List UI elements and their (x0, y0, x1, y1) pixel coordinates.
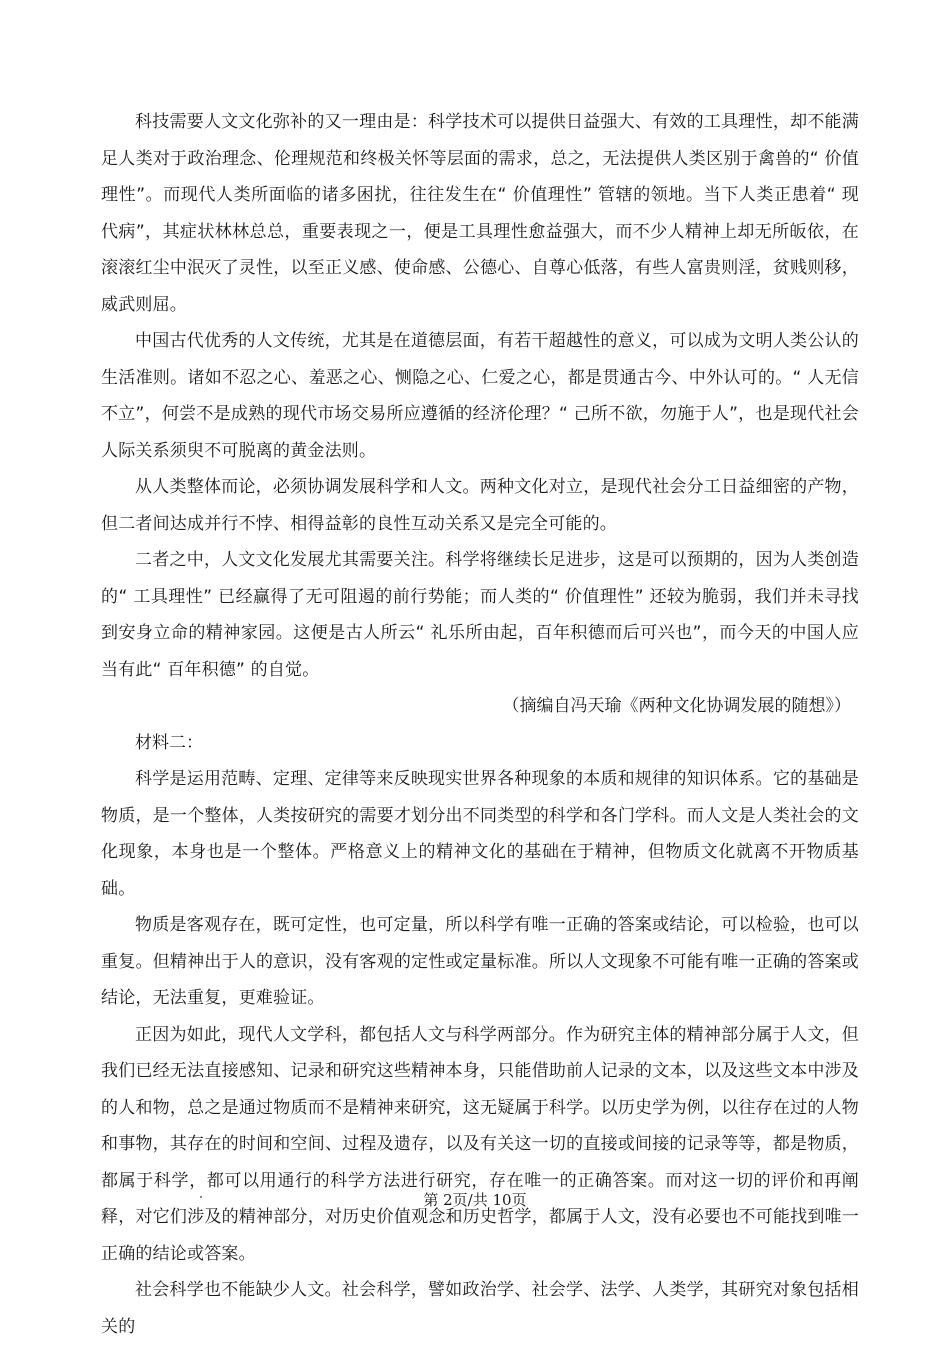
paragraph-7: 正因为如此，现代人文学科，都包括人文与科学两部分。作为研究主体的精神部分属于人文，但我们已经无法直接感知、记录和研究这些精神本身，只能借助前人记录的文本，以及这些文本中涉及的人和物，总之是通过物质而不是精神来研究，这无疑属于科学。以历史学为例，以往存在过的人物和事物，其存在的时间和空间、过程及遗存，以及有关这一切的直接或间接的记录等等，都是物质，都属于科学，都可以用通行的科学方法进行研究，存在唯一的正确答案。而对这一切的评价和再阐释，对它们涉及的精神部分，对历史价值观念和历史哲学，都属于人文，没有必要也不可能找到唯一正确的结论或答案。 (101, 1024, 859, 1264)
paragraph-8: 社会科学也不能缺少人文。社会科学，譬如政治学、社会学、法学、人类学，其研究对象包括相关的 (101, 1280, 859, 1337)
page-footer: 第 2页/共 10页 (423, 1191, 527, 1209)
paragraph-6: 物质是客观存在，既可定性，也可定量，所以科学有唯一正确的答案或结论，可以检验，也可以重复。但精神出于人的意识，没有客观的定性或定量标准。所以人文现象不可能有唯一正确的答案或结论，无法重复，更难验证。 (101, 915, 859, 1008)
document-page (101, 104, 859, 1345)
material-label: 材料二： (135, 732, 203, 753)
paragraph-5: 科学是运用范畴、定理、定律等来反映现实世界各种现象的本质和规律的知识体系。它的基础是物质，是一个整体，人类按研究的需要才划分出不同类型的科学和各门学科。而人文是人类社会的文化现象，本身也是一个整体。严格意义上的精神文化的基础在于精神，但物质文化就离不开物质基础。 (101, 769, 859, 899)
paragraph-2: 中国古代优秀的人文传统，尤其是在道德层面，有若干超越性的意义，可以成为文明人类公认的生活准则。诸如不忍之心、羞恶之心、恻隐之心、仁爱之心，都是贯通古今、中外认可的。“ 人无信不立”，何尝不是成熟的现代市场交易所应遵循的经济伦理？“ 己所不欲，勿施于人”，也是现代社会人际关系须臾不可脱离的黄金法则。 (101, 331, 859, 461)
paragraph-1: 科技需要人文文化弥补的又一理由是：科学技术可以提供日益强大、有效的工具理性，却不能满足人类对于政治理念、伦理规范和终极关怀等层面的需求，总之，无法提供人类区别于禽兽的“ 价值理性”。而现代人类所面临的诸多困扰，往往发生在“ 价值理性” 管辖的领地。当下人类正患着“ 现代病”，其症状林林总总，重要表现之一，便是工具理性愈益强大，而不少人精神上却无所皈依，在滚滚红尘中泯灭了灵性，以至正义感、使命感、公德心、自尊心低落，有些人富贵则淫，贫贱则移，威武则屈。 (101, 112, 859, 315)
source-citation: （摘编自冯天瑜《两种文化协调发展的随想》） (502, 696, 851, 716)
paragraph-3: 从人类整体而论，必须协调发展科学和人文。两种文化对立，是现代社会分工日益细密的产物，但二者间达成并行不悖、相得益彰的良性互动关系又是完全可能的。 (101, 477, 859, 534)
paragraph-4: 二者之中，人文文化发展尤其需要关注。科学将继续长足进步，这是可以预期的，因为人类创造的“ 工具理性” 已经赢得了无可阻遏的前行势能；而人类的“ 价值理性” 还较为脆弱，我们并未寻找到安身立命的精神家园。这便是古人所云“ 礼乐所由起，百年积德而后可兴也”，而今天的中国人应当有此“ 百年积德” 的自觉。 (101, 550, 859, 680)
